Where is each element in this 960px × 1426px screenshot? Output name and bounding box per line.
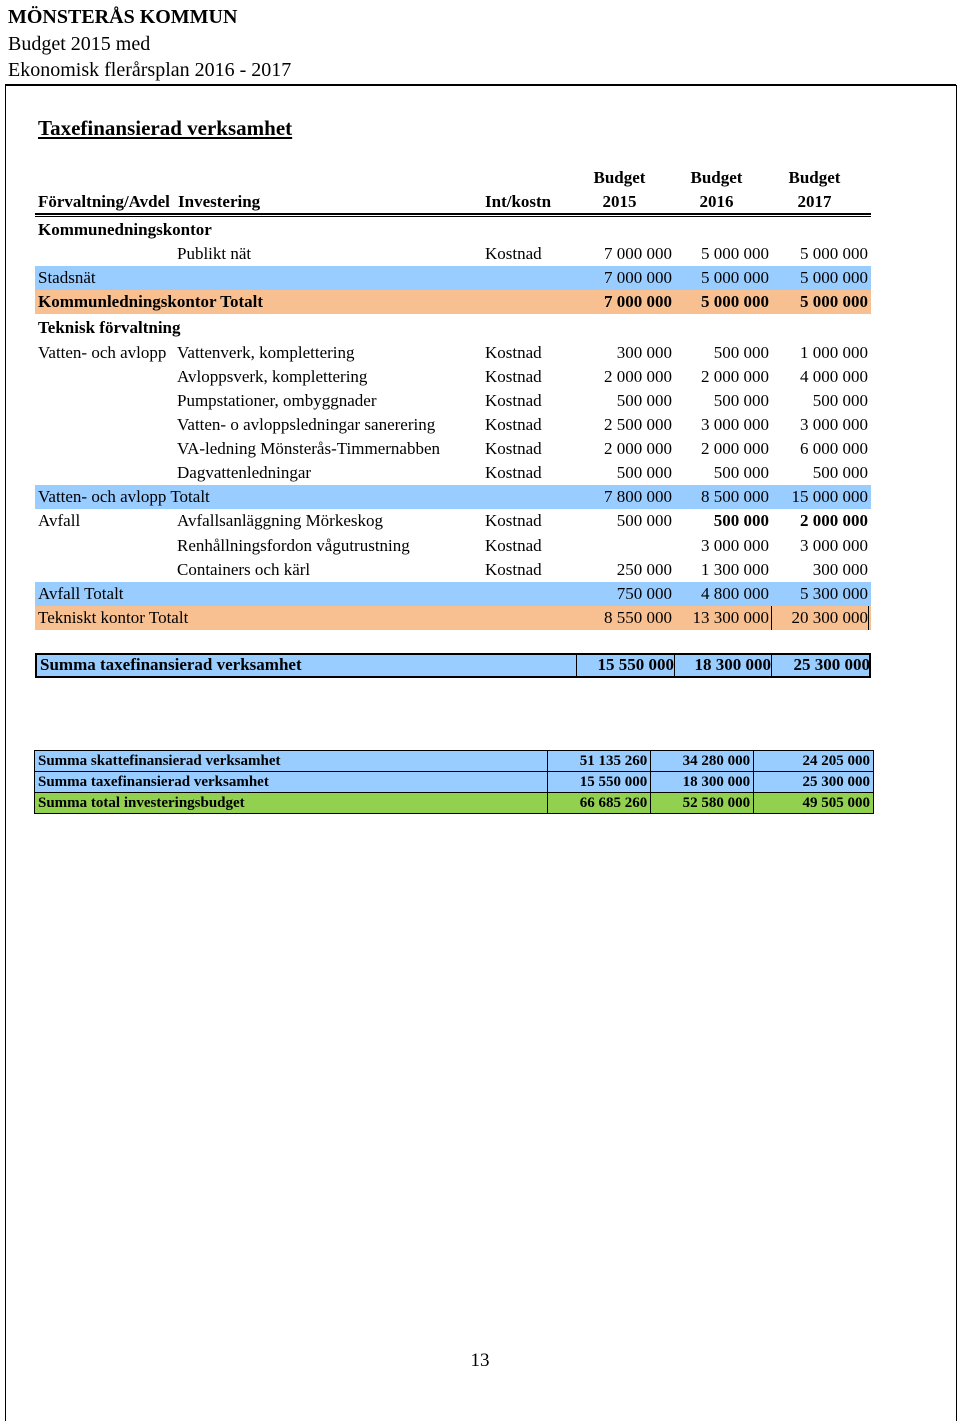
value-2016: 500 000 — [713, 511, 769, 530]
value-2017: 3 000 000 — [800, 415, 868, 434]
value-2017: 25 300 000 — [793, 655, 870, 674]
investment-cell: Vattenverk, komplettering — [177, 343, 355, 362]
value-2017: 5 000 000 — [800, 292, 868, 311]
value-2017: 24 205 000 — [754, 751, 874, 772]
investment-cell: Pumpstationer, ombyggnader — [177, 391, 377, 410]
table-row — [35, 558, 871, 582]
type-cell: Kostnad — [485, 415, 542, 434]
cell-divider — [674, 653, 675, 678]
column-header-budget-row — [35, 166, 871, 190]
value-2015: 2 000 000 — [604, 367, 672, 386]
value-2015: 7 800 000 — [604, 487, 672, 506]
type-cell: Kostnad — [485, 244, 542, 263]
type-cell: Kostnad — [485, 463, 542, 482]
page-number: 13 — [470, 1350, 490, 1371]
value-2017: 5 000 000 — [800, 268, 868, 287]
value-2017: 300 000 — [812, 560, 868, 579]
budget-label-2016: Budget — [690, 168, 743, 187]
table-row — [35, 461, 871, 485]
dept-cell: Kommunledningskontor Totalt — [38, 292, 264, 311]
type-cell: Kostnad — [485, 343, 542, 362]
dept-cell: Teknisk förvaltning — [38, 318, 181, 337]
table-row — [35, 389, 871, 413]
value-2017: 6 000 000 — [800, 439, 868, 458]
dept-cell: Avfall Totalt — [38, 584, 124, 603]
investment-cell: Vatten- o avloppsledningar sanerering — [177, 415, 436, 434]
value-2015: 8 550 000 — [604, 608, 672, 627]
summary-row-taxe — [35, 772, 874, 793]
value-2015: 750 000 — [616, 584, 672, 603]
investment-cell: VA-ledning Mönsterås-Timmernabben — [177, 439, 441, 458]
value-2015: 300 000 — [616, 343, 672, 362]
value-2015: 500 000 — [616, 391, 672, 410]
summary-row-skatt — [35, 751, 874, 772]
value-2016: 2 000 000 — [701, 439, 769, 458]
cell-divider — [771, 606, 772, 630]
header-budget: Budget 2015 med — [8, 33, 151, 55]
grand-total-row — [35, 653, 871, 678]
value-2017: 500 000 — [812, 391, 868, 410]
column-header-row — [35, 190, 871, 214]
value-2015: 2 500 000 — [604, 415, 672, 434]
investment-cell: Renhållningsfordon vågutrustning — [177, 536, 410, 555]
summary-label: Summa taxefinansierad verksamhet — [35, 772, 548, 793]
value-2017: 1 000 000 — [800, 343, 868, 362]
header-underline — [35, 213, 871, 215]
col-inv-header: Investering — [178, 192, 261, 211]
value-2016: 5 000 000 — [701, 268, 769, 287]
total-row — [35, 606, 871, 630]
cell-divider — [868, 606, 869, 630]
value-2016: 3 000 000 — [701, 415, 769, 434]
value-2016: 5 000 000 — [701, 292, 769, 311]
grand-total-label: Summa taxefinansierad verksamhet — [40, 655, 302, 674]
dept-cell: Tekniskt kontor Totalt — [38, 608, 189, 627]
value-2015: 2 000 000 — [604, 439, 672, 458]
value-2017: 500 000 — [812, 463, 868, 482]
total-row — [35, 290, 871, 314]
value-2015: 500 000 — [616, 463, 672, 482]
value-2015: 51 135 260 — [548, 751, 651, 772]
value-2016: 18 300 000 — [694, 655, 771, 674]
col-dept-header: Förvaltning/Avdel — [38, 192, 170, 211]
table-row — [35, 413, 871, 437]
cell-divider — [576, 653, 577, 678]
value-2016: 8 500 000 — [701, 487, 769, 506]
investment-cell: Avfallsanläggning Mörkeskog — [177, 511, 384, 530]
header-org: MÖNSTERÅS KOMMUN — [8, 6, 238, 28]
value-2015: 66 685 260 — [548, 793, 651, 814]
value-2017: 2 000 000 — [800, 511, 868, 530]
value-2017: 49 505 000 — [754, 793, 874, 814]
value-2016: 3 000 000 — [701, 536, 769, 555]
value-2015: 15 550 000 — [597, 655, 674, 674]
value-2015: 7 000 000 — [604, 244, 672, 263]
value-2016: 500 000 — [713, 391, 769, 410]
header-underline-thin — [35, 216, 871, 217]
type-cell: Kostnad — [485, 511, 542, 530]
dept-cell: Kommunedningskontor — [38, 220, 212, 239]
type-cell: Kostnad — [485, 391, 542, 410]
value-2016: 13 300 000 — [692, 608, 769, 627]
value-2016: 18 300 000 — [651, 772, 754, 793]
summary-label: Summa skattefinansierad verksamhet — [35, 751, 548, 772]
value-2017: 15 000 000 — [791, 487, 868, 506]
value-2015: 500 000 — [616, 511, 672, 530]
subtotal-row — [35, 266, 871, 290]
dept-cell: Stadsnät — [38, 268, 96, 287]
value-2016: 1 300 000 — [701, 560, 769, 579]
value-2015: 7 000 000 — [604, 292, 672, 311]
value-2016: 5 000 000 — [701, 244, 769, 263]
table-row — [35, 437, 871, 461]
value-2015 — [575, 534, 672, 558]
investment-cell: Avloppsverk, komplettering — [177, 367, 368, 386]
value-2016: 2 000 000 — [701, 367, 769, 386]
table-row — [35, 534, 871, 558]
type-cell: Kostnad — [485, 560, 542, 579]
value-2015: 7 000 000 — [604, 268, 672, 287]
table-row — [35, 365, 871, 389]
value-2017: 3 000 000 — [800, 536, 868, 555]
value-2015: 15 550 000 — [548, 772, 651, 793]
col-year-2016: 2016 — [699, 192, 734, 211]
cell-divider — [771, 653, 772, 678]
value-2016: 500 000 — [713, 343, 769, 362]
value-2017: 4 000 000 — [800, 367, 868, 386]
subtotal-row — [35, 485, 871, 509]
investment-cell: Containers och kärl — [177, 560, 311, 579]
table-row — [35, 242, 871, 266]
budget-label-2015: Budget — [593, 168, 646, 187]
table-row — [35, 316, 871, 340]
value-2015: 250 000 — [616, 560, 672, 579]
investment-cell: Dagvattenledningar — [177, 463, 312, 482]
col-type-header: Int/kostn — [485, 192, 552, 211]
budget-label-2017: Budget — [788, 168, 841, 187]
dept-cell: Vatten- och avlopp Totalt — [38, 487, 210, 506]
value-2017: 5 000 000 — [800, 244, 868, 263]
section-title: Taxefinansierad verksamhet — [38, 116, 293, 140]
type-cell: Kostnad — [485, 536, 542, 555]
header-plan: Ekonomisk flerårsplan 2016 - 2017 — [8, 59, 292, 81]
table-row — [35, 341, 871, 365]
subtotal-row — [35, 582, 871, 606]
type-cell: Kostnad — [485, 439, 542, 458]
summary-row-total — [35, 793, 874, 814]
value-2016: 4 800 000 — [701, 584, 769, 603]
value-2016: 500 000 — [713, 463, 769, 482]
value-2016: 52 580 000 — [651, 793, 754, 814]
dept-cell: Vatten- och avlopp — [38, 343, 167, 362]
value-2017: 5 300 000 — [800, 584, 868, 603]
value-2016: 34 280 000 — [651, 751, 754, 772]
summary-table — [34, 750, 874, 814]
investment-cell: Publikt nät — [177, 244, 252, 263]
dept-cell: Avfall — [38, 511, 81, 530]
type-cell: Kostnad — [485, 367, 542, 386]
col-year-2015: 2015 — [602, 192, 637, 211]
col-year-2017: 2017 — [797, 192, 832, 211]
table-row — [35, 218, 871, 242]
value-2017: 20 300 000 — [791, 608, 868, 627]
value-2017: 25 300 000 — [754, 772, 874, 793]
table-row — [35, 509, 871, 533]
summary-label: Summa total investeringsbudget — [35, 793, 548, 814]
